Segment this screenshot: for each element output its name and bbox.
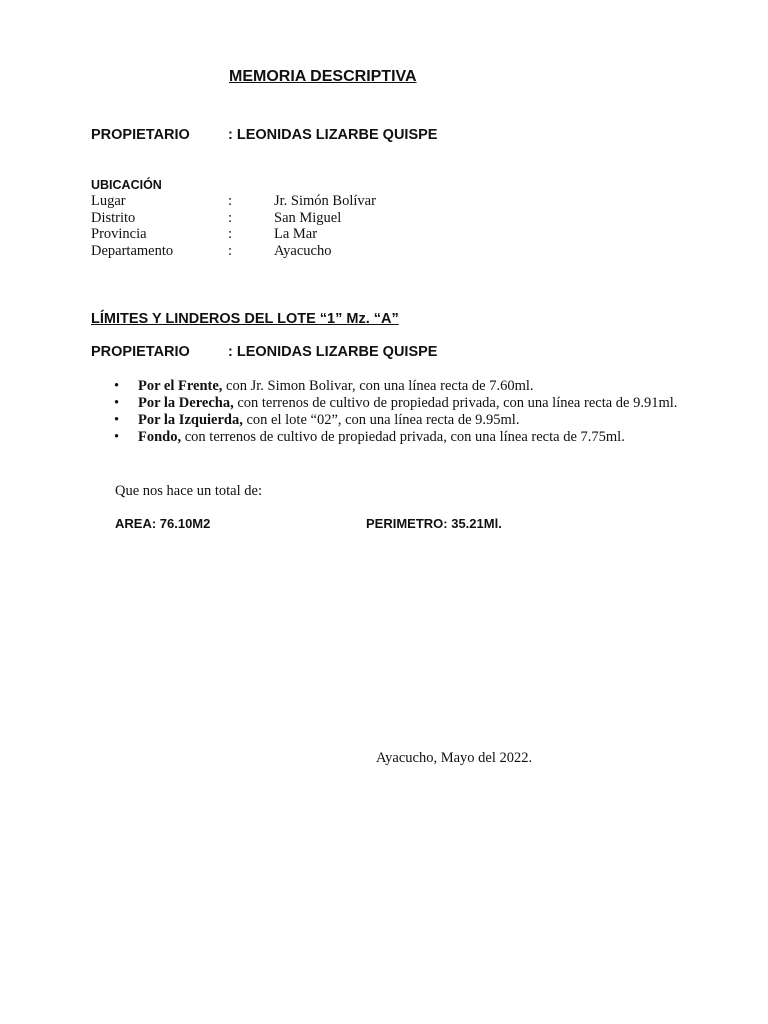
location-heading: UBICACIÓN bbox=[91, 178, 162, 192]
boundary-item-right bbox=[112, 395, 704, 412]
location-value: Jr. Simón Bolívar bbox=[274, 193, 376, 209]
owner-label: PROPIETARIO bbox=[91, 127, 190, 143]
boundary-lead: Por la Izquierda, bbox=[138, 412, 243, 428]
location-value: Ayacucho bbox=[274, 243, 332, 260]
location-key: Provincia bbox=[91, 226, 147, 243]
location-value: La Mar bbox=[274, 226, 318, 243]
boundary-text: con Jr. Simon Bolivar, con una línea recta de 7.60ml. bbox=[222, 378, 534, 394]
owner-row bbox=[91, 127, 437, 143]
location-separator: : bbox=[228, 209, 233, 226]
boundary-text: con terrenos de cultivo de propiedad privada, con una línea recta de 9.91ml. bbox=[233, 395, 678, 411]
boundary-text: con terrenos de cultivo de propiedad privada, con una línea recta de 7.75ml. bbox=[181, 429, 625, 445]
location-separator: : bbox=[228, 226, 233, 243]
bullet-icon: • bbox=[114, 429, 120, 445]
boundaries-list bbox=[112, 378, 704, 446]
owner-name: : LEONIDAS LIZARBE QUISPE bbox=[228, 127, 438, 143]
limits-heading: LÍMITES Y LINDEROS DEL LOTE “1” Mz. “A” bbox=[91, 311, 399, 327]
lot-owner-name: : LEONIDAS LIZARBE QUISPE bbox=[228, 344, 438, 360]
boundary-item-back bbox=[112, 429, 704, 446]
document-title: MEMORIA DESCRIPTIVA bbox=[229, 68, 417, 85]
location-separator: : bbox=[228, 193, 233, 209]
location-key: Departamento bbox=[91, 243, 174, 260]
boundary-item-left bbox=[112, 412, 704, 429]
area-total: AREA: 76.10M2 bbox=[115, 516, 211, 531]
lot-owner-label: PROPIETARIO bbox=[91, 344, 190, 360]
bullet-icon: • bbox=[114, 395, 120, 411]
boundary-lead: Por el Frente, bbox=[138, 378, 223, 394]
place-and-date: Ayacucho, Mayo del 2022. bbox=[376, 750, 533, 766]
location-separator: : bbox=[228, 243, 233, 260]
location-value: San Miguel bbox=[274, 209, 342, 226]
boundary-lead: Fondo, bbox=[138, 429, 182, 445]
boundary-lead: Por la Derecha, bbox=[138, 395, 234, 411]
location-key: Lugar bbox=[91, 193, 126, 209]
location-key: Distrito bbox=[91, 209, 136, 226]
boundary-text: con el lote “02”, con una línea recta de 9.95ml. bbox=[242, 412, 520, 428]
totals-intro: Que nos hace un total de: bbox=[115, 483, 262, 499]
bullet-icon: • bbox=[114, 412, 120, 428]
lot-owner-row bbox=[91, 344, 437, 360]
bullet-icon: • bbox=[114, 378, 120, 394]
perimeter-total: PERIMETRO: 35.21Ml. bbox=[366, 516, 502, 531]
boundary-item-front bbox=[112, 378, 704, 395]
